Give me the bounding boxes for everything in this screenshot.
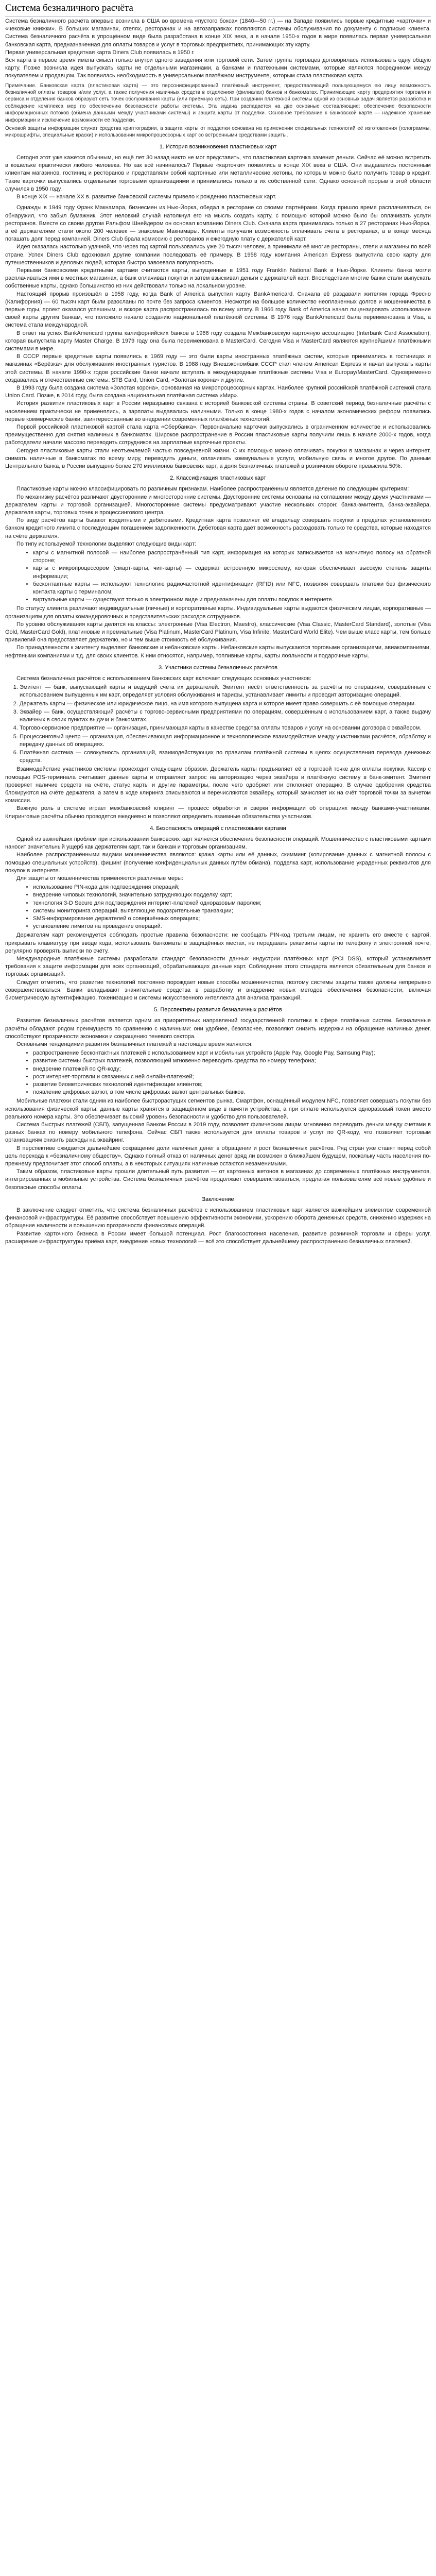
list-item: 5. Процессинговый центр — организация, обеспечивающая информационное и технологическое взаимодействие между участниками расчётов, обработку и передачу данных об операциях. bbox=[20, 733, 431, 749]
list-item: • развитие системы быстрых платежей, позволяющей мгновенно переводить средства по номеру телефона; bbox=[33, 1057, 431, 1065]
intro-paragraph: Первая универсальная кредитная карта Diners Club появилась в 1950 г. bbox=[5, 49, 195, 56]
body-paragraph: В ответ на успех BankAmericard группа калифорнийских банков в 1966 году создала Межбанковскую карточную ассоциацию (Interbank Card Association), которая выпустила карту Master Charge. В 1979 году она была переименована в MasterCard. Сегодня Visa и MasterCard являются крупнейшими платёжными системами в мире. bbox=[5, 330, 431, 352]
body-paragraph: Первой российской пластиковой картой стала карта «Сбербанка». Первоначально карточки выпускались в ограниченном количестве и использовались преимущественно для снятия наличных в банкоматах. Широкое распространение в России пластиковые карты получили лишь в начале 2000-х годов, когда работодатели начали массово переводить сотрудников на зарплатные карточные проекты. bbox=[5, 423, 431, 446]
list-item: 2. Держатель карты — физическое или юридическое лицо, на имя которого выпущена карта и которое имеет право совершать с её помощью операции. bbox=[20, 700, 431, 708]
section-heading: 2. Классификация пластиковых карт bbox=[170, 475, 266, 482]
security-list bbox=[5, 884, 431, 930]
body-paragraph: По принадлежности к эмитенту выделяют банковские и небанковские карты. Небанковские карты выпускаются торговыми организациями, авиакомпаниями, нефтяными компаниями и т.д. для своих клиентов. К ним относятся, например, топливные карты, карты лояльности и подарочные карты. bbox=[5, 645, 431, 659]
list-item: • системы мониторинга операций, выявляющие подозрительные транзакции; bbox=[33, 907, 431, 915]
body-paragraph: Мобильные платежи стали одним из наиболее быстрорастущих сегментов рынка. Смартфон, оснащённый модулем NFC, позволяет совершать покупки без использования физической карты: данные карты хранятся в защищённом виде в памяти устройства, а при оплате используется одноразовый токен вместо реального номера карты. Это обеспечивает высокий уровень безопасности и удобство для пользователей. bbox=[5, 1098, 431, 1120]
body-paragraph: По статусу клиента различают индивидуальные (личные) и корпоративные карты. Индивидуальные карты выдаются физическим лицам, корпоративные — организациям для оплаты командировочных и представительских расходов сотрудников. bbox=[5, 605, 431, 620]
document-page bbox=[0, 0, 436, 1256]
participants-list bbox=[5, 684, 431, 765]
body-paragraph: Система быстрых платежей (СБП), запущенная Банком России в 2019 году, позволяет физическим лицам мгновенно переводить деньги между счетами в разных банках по номеру мобильного телефона. Сейчас СБП также используется для оплаты товаров и услуг по QR-коду, что позволяет торговым организациям снизить расходы на эквайринг. bbox=[5, 1122, 431, 1144]
page-title: Система безналичного расчёта bbox=[5, 2, 431, 16]
body-paragraph: Идея оказалась настолько удачной, что через год картой пользовались уже 20 тысяч человек, а принимали её многие рестораны, отели и магазины по всей стране. Успех Diners Club вдохновил другие компании последовать её примеру. В 1958 году компания American Express выпустила свою карту для путешественников и деловых людей, которая быстро завоевала популярность. bbox=[5, 244, 431, 266]
note-paragraph: Примечание. Банковская карта (пластиковая карта) — это персонифицированный платёжный инструмент, предоставляющий пользующемуся ею лицу возможность безналичной оплаты товаров и/или услуг, а также получения наличных средств в отделениях (филиалах) банков и банкоматах. Принимающие карту предприятия торговли и сервиса и отделения банков образуют сеть точек обслуживания карты (или приёмную сеть). При создании платёжной системы одной из основных задач является разработка и соблюдение комплекса мер по обеспечению безопасности работы системы. Эта задача распадается на две основные составляющие: обеспечение безопасности информационных потоков (обмена данными между участниками системы) и защита карты от подделки. Основное требование к банковской карте — надёжное хранение информации и исключение возможности её подделки. bbox=[5, 82, 431, 123]
body-paragraph: Таким образом, пластиковые карты прошли длительный путь развития — от картонных жетонов в магазинах до современных платёжных инструментов, интегрированных в мобильные устройства. Система безналичных расчётов продолжает совершенствоваться, предлагая пользователям всё новые удобные и безопасные способы оплаты. bbox=[5, 1168, 431, 1191]
body-paragraph: По уровню обслуживания карты делятся на классы: электронные (Visa Electron, Maestro), классические (Visa Classic, MasterCard Standard), золотые (Visa Gold, MasterCard Gold), платиновые и премиальные (Visa Platinum, MasterCard Platinum, Visa Infinite, MasterCard World Elite). Чем выше класс карты, тем больше привилегий она предоставляет держателю, но и тем выше стоимость её обслуживания. bbox=[5, 621, 431, 643]
list-item: • развитие биометрических технологий идентификации клиентов; bbox=[33, 1081, 431, 1089]
section-4-body bbox=[5, 836, 431, 1002]
section-heading: 3. Участники системы безналичных расчётов bbox=[159, 664, 277, 671]
body-paragraph: Наиболее распространёнными видами мошенничества являются: кража карты или её данных, скимминг (копирование данных с магнитной полосы с помощью специальных устройств), фишинг (получение конфиденциальных данных путём обмана), подделка карт, использование украденных реквизитов для покупок в интернете. bbox=[5, 852, 431, 874]
body-paragraph: Система безналичных расчётов с использованием банковских карт включает следующих основных участников: bbox=[16, 675, 311, 682]
body-paragraph: Развитие карточного бизнеса в России имеет большой потенциал. Рост благосостояния населения, развитие розничной торговли и сферы услуг, расширение инфраструктуры приёма карт, внедрение новых технологий — всё это способствует дальнейшему распространению безналичных платежей. bbox=[5, 1230, 431, 1245]
list-item: • внедрение платежей по QR-коду; bbox=[33, 1065, 431, 1073]
section-heading: Заключение bbox=[202, 1196, 234, 1202]
list-item: • внедрение чиповых технологий, значительно затрудняющих подделку карт; bbox=[33, 891, 431, 899]
list-item: • рост интернет-торговли и связанных с ней онлайн-платежей; bbox=[33, 1073, 431, 1081]
note-paragraph: Основой защиты информации служат средства криптографии, а защита карты от подделки основана на применении специальных технологий её изготовления (голограммы, микрошрифты, специальные краски) и использовании микропроцессорных карт со встроенными средствами защиты. bbox=[5, 126, 431, 139]
body-paragraph: В 1993 году была создана система «Золотая корона», основанная на микропроцессорных картах. Наиболее крупной российской платёжной системой стала Union Card. Позже, в 2014 году, была создана национальная платёжная система «Мир». bbox=[5, 384, 431, 399]
list-item: 6. Платёжная система — совокупность организаций, взаимодействующих по правилам платёжной системы в целях осуществления перевода денежных средств. bbox=[20, 749, 431, 765]
body-paragraph: По виду расчётов карты бывают кредитными и дебетовыми. Кредитная карта позволяет её владельцу совершать покупки в пределах установленного банком кредитного лимита с последующим погашением задолженности. Дебетовая карта даёт возможность расходовать только те средства, которые находятся на счёте держателя. bbox=[5, 517, 431, 539]
intro-paragraph: Система безналичного расчёта впервые возникла в США во времена «пустого бокса» (1840—50 гг.) — на Западе появились первые кредитные «карточки» и «чековые книжки». В больших магазинах, отелях, ресторанах и на автозаправках появляются системы обслуживания по документу с подписью клиента. Система безналичного расчёта в упрощённом виде была разработана в конце XIX века, а в начале 1950-х годов в мире появилась первая универсальная банковская карта, предназначенная для оплаты товаров и услуг в торговых предприятиях, принимающих эту карту. bbox=[5, 18, 431, 48]
list-item: 3. Эквайер — банк, осуществляющий расчёты с торгово-сервисными предприятиями по операциям, совершённым с использованием карт, а также выдачу наличных в своих пунктах выдачи и банкоматах. bbox=[20, 708, 431, 724]
body-paragraph: В заключение следует отметить, что система безналичных расчётов с использованием пластиковых карт является важнейшим элементом современной финансовой инфраструктуры. Её развитие способствует повышению эффективности экономики, ускорению оборота денежных средств, снижению издержек на обращение наличности и повышению прозрачности финансовых операций. bbox=[5, 1207, 431, 1229]
body-paragraph: Важную роль в системе играет межбанковский клиринг — процесс обработки и сверки информации об операциях между банками-участниками. Клиринговые расчёты обычно проводятся ежедневно и позволяют определить взаимные обязательства участников. bbox=[5, 805, 431, 820]
list-item: • SMS-информирование держателей о совершённых операциях; bbox=[33, 915, 431, 923]
list-item: • использование PIN-кода для подтверждения операций; bbox=[33, 884, 431, 891]
intro-section bbox=[5, 18, 431, 80]
body-paragraph: Сегодня этот уже кажется обычным, но ещё лет 30 назад никто не мог представить, что пластиковая карточка заменит деньги. Сейчас её можно встретить в кошельке практически любого человека. Но как всё начиналось? Первые «карточки» появились в конце XIX века в США. Они выдавались постоянным клиентам магазинов, гостиниц и ресторанов и представляли собой картонные или металлические жетоны, по которым можно было получить товар в кредит. Такие карточки выпускались отдельными торговыми организациями и принимались только в их собственной сети. Однако основной прорыв в этой области случился в 1950 году. bbox=[5, 155, 431, 192]
list-item: 1. Эмитент — банк, выпускающий карты и ведущий счета их держателей. Эмитент несёт ответственность за расчёты по операциям, совершённым с использованием выпущенных им карт, определяет условия обслуживания и тарифы, устанавливает лимиты и проводит авторизацию операций. bbox=[20, 684, 431, 699]
trends-list bbox=[5, 1049, 431, 1096]
body-paragraph: По типу используемой технологии выделяют следующие виды карт: bbox=[16, 540, 197, 547]
section-5-body bbox=[5, 1017, 431, 1191]
body-paragraph: По механизму расчётов различают двусторонние и многосторонние системы. Двусторонние системы основаны на соглашении между двумя участниками — держателем карты и торговой организацией. Многосторонние системы предусматривают участие нескольких сторон: банка-эмитента, банка-эквайера, держателя карты, торговых точек и процессингового центра. bbox=[5, 494, 431, 516]
intro-paragraph: Вся карта в первое время имела смысл только внутри одного заведения или торговой сети. Затем группа торговцев договорилась использовать одну общую карту. Позже возникла идея выпускать карты не отдельными магазинами, а банками и платёжными системами, которые являются посредником между покупателем и продавцом. Так появилась необходимость в универсальном платёжном инструменте, которым стала пластиковая карта. bbox=[5, 57, 431, 79]
body-paragraph: Следует отметить, что развитие технологий постоянно порождает новые способы мошенничества, поэтому системы защиты также должны непрерывно совершенствоваться. Банки вкладывают значительные средства в разработку и внедрение новых методов обеспечения безопасности, включая биометрическую аутентификацию, токенизацию и системы искусственного интеллекта для анализа транзакций. bbox=[5, 979, 431, 1001]
section-2-body bbox=[5, 485, 431, 659]
body-paragraph: Международные платёжные системы разработали стандарт безопасности данных индустрии платёжных карт (PCI DSS), который устанавливает требования к защите информации для всех организаций, обрабатывающих данные карт. Соблюдение этого стандарта является обязательным для банков и торговых организаций. bbox=[5, 955, 431, 978]
body-paragraph: Первыми банковскими кредитными картами считаются карты, выпущенные в 1951 году Franklin National Bank в Нью-Йорке. Клиенты банка могли расплачиваться ими в местных магазинах, а банк оплачивал покупки и затем взыскивал деньги с держателей карт. Впоследствии многие банки стали выпускать собственные карты, однако большинство из них действовали только на локальном уровне. bbox=[5, 267, 431, 290]
list-item: • виртуальные карты — существуют только в электронном виде и предназначены для оплаты покупок в интернете. bbox=[33, 596, 431, 604]
list-item: • карты с микропроцессором (смарт-карты, чип-карты) — содержат встроенную микросхему, которая обеспечивает высокую степень защиты информации; bbox=[33, 565, 431, 580]
section-1-body bbox=[5, 154, 431, 470]
body-paragraph: В конце XIX — начале XX в. развитие банковской системы привело к рождению пластиковых карт. bbox=[16, 194, 277, 200]
body-paragraph: История развития пластиковых карт в России неразрывно связана с историей банковской системы страны. В советский период безналичные расчёты с населением практически не применялись, а зарплаты выдавались наличными. Только в конце 1980-х годов с началом экономических реформ появились первые коммерческие банки, заинтересованные во внедрении современных платёжных технологий. bbox=[5, 400, 431, 422]
body-paragraph: В перспективе ожидается дальнейшее сокращение доли наличных денег в обращении и рост безналичных расчётов. Ряд стран уже ставят перед собой цель перехода к «безналичному обществу». Однако полный отказ от наличных денег вряд ли возможен в ближайшем будущем, поскольку часть населения по-прежнему предпочитает этот способ оплаты, а в некоторых ситуациях наличные остаются незаменимыми. bbox=[5, 1145, 431, 1167]
conclusion-body bbox=[5, 1207, 431, 1246]
body-paragraph: Держателям карт рекомендуется соблюдать простые правила безопасности: не сообщать PIN-код третьим лицам, не хранить его вместе с картой, прикрывать клавиатуру при вводе кода, использовать банкоматы в защищённых местах, не передавать реквизиты карты по телефону и электронной почте, регулярно проверять выписки по счёту. bbox=[5, 932, 431, 954]
list-item: • появление цифровых валют, в том числе цифровых валют центральных банков. bbox=[33, 1089, 431, 1096]
section-3-body bbox=[5, 675, 431, 821]
body-paragraph: Пластиковые карты можно классифицировать по различным признакам. Наиболее распространённым является деление по следующим критериям: bbox=[16, 486, 409, 493]
tech-list bbox=[5, 549, 431, 604]
note-block bbox=[5, 82, 431, 139]
section-heading: 1. История возникновения пластиковых карт bbox=[159, 143, 277, 150]
body-paragraph: Развитие безналичных расчётов является одним из приоритетных направлений государственной политики в сфере платёжных систем. Безналичные расчёты обладают рядом преимуществ по сравнению с наличными: они удобнее, безопаснее, позволяют снизить издержки на обращение наличных денег, способствуют прозрачности экономики и сокращению теневого сектора. bbox=[5, 1018, 431, 1040]
body-paragraph: В СССР первые кредитные карты появились в 1969 году — это были карты иностранных платёжных систем, которые принимались в гостиницах и магазинах «Берёзка» для обслуживания иностранных туристов. В 1988 году Внешэкономбанк СССР стал членом American Express и начал выпускать карты этой системы. В начале 1990-х годов российские банки начали вступать в международные платёжные системы Visa и Europay/MasterCard. Одновременно создавались и отечественные системы: STB Card, Union Card, «Золотая корона» и другие. bbox=[5, 353, 431, 383]
body-paragraph: Однажды в 1949 году Фрэнк Макнамара, бизнесмен из Нью-Йорка, обедал в ресторане со своими партнёрами. Когда пришло время расплачиваться, он обнаружил, что забыл бумажник. Этот неловкий случай натолкнул его на мысль создать карту, с помощью которой можно было бы оплачивать услуги ресторанов. Вместе со своим другом Ральфом Шнейдером он основал компанию Diners Club. Сначала карта принималась только в 27 ресторанах Нью-Йорка, а её держателями стали около 200 человек — знакомые Макнамары. Клиенты получали возможность оплачивать счета в ресторанах, а в конце месяца погашать долг перед компанией. Diners Club брала комиссию с ресторанов и ежегодную плату с держателей карт. bbox=[5, 205, 431, 243]
list-item: • установление лимитов на проведение операций. bbox=[33, 923, 431, 930]
list-item: • карты с магнитной полосой — наиболее распространённый тип карт, информация на которых записывается на магнитную полосу на обратной стороне; bbox=[33, 549, 431, 565]
body-paragraph: Основными тенденциями развития безналичных платежей в настоящее время являются: bbox=[16, 1041, 253, 1048]
body-paragraph: Сегодня пластиковые карты стали неотъемлемой частью повседневной жизни. С их помощью можно оплачивать покупки в магазинах и через интернет, снимать наличные в банкоматах по всему миру, переводить деньги, оплачивать коммунальные услуги, мобильную связь и многое другое. По данным Центрального банка, в России выпущено более 270 миллионов банковских карт, а доля безналичных платежей в розничном обороте превысила 50%. bbox=[5, 447, 431, 469]
body-paragraph: Для защиты от мошенничества применяются различные меры: bbox=[16, 875, 184, 882]
list-item: • технология 3-D Secure для подтверждения интернет-платежей одноразовым паролем; bbox=[33, 900, 431, 907]
body-paragraph: Одной из важнейших проблем при использовании банковских карт является обеспечение безопасности операций. Мошенничество с пластиковыми картами наносит значительный ущерб как держателям карт, так и банкам и торговым организациям. bbox=[5, 836, 431, 851]
body-paragraph: Настоящий прорыв произошёл в 1958 году, когда Bank of America выпустил карту BankAmericard. Сначала её раздавали жителям города Фресно (Калифорния) — 60 тысяч карт были разосланы по почте без запроса клиентов. Несмотря на большое количество неоплаченных долгов и мошенничества в первые годы, проект оказался успешным, и вскоре карта распространилась по всему штату. В 1966 году Bank of America начал лицензировать использование своей карты другим банкам, что положило начало созданию национальной платёжной системы. В 1976 году BankAmericard была переименована в Visa, а система стала международной. bbox=[5, 291, 431, 329]
section-heading: 5. Перспективы развития безналичных расчётов bbox=[154, 1007, 282, 1013]
list-item: • распространение бесконтактных платежей с использованием карт и мобильных устройств (Apple Pay, Google Pay, Samsung Pay); bbox=[33, 1049, 431, 1057]
section-heading: 4. Безопасность операций с пластиковыми картами bbox=[150, 825, 286, 832]
list-item: 4. Торгово-сервисное предприятие — организация, принимающая карты в качестве средства оплаты товаров и услуг на основании договора с эквайером. bbox=[20, 724, 431, 732]
list-item: • бесконтактные карты — используют технологию радиочастотной идентификации (RFID) или NFC, позволяя совершать платежи без физического контакта карты с терминалом; bbox=[33, 581, 431, 596]
body-paragraph: Взаимодействие участников системы происходит следующим образом. Держатель карты предъявляет её в торговой точке для оплаты покупки. Кассир с помощью POS-терминала считывает данные карты и отправляет запрос на авторизацию через эквайера и платёжную систему в банк-эмитент. Эмитент проверяет наличие средств на счёте, статус карты и другие параметры, после чего одобряет или отклоняет операцию. В случае одобрения средства блокируются на счёте держателя, а затем в ходе клиринга списываются и перечисляются эквайеру, который зачисляет их на счёт торговой точки за вычетом комиссии. bbox=[5, 766, 431, 804]
